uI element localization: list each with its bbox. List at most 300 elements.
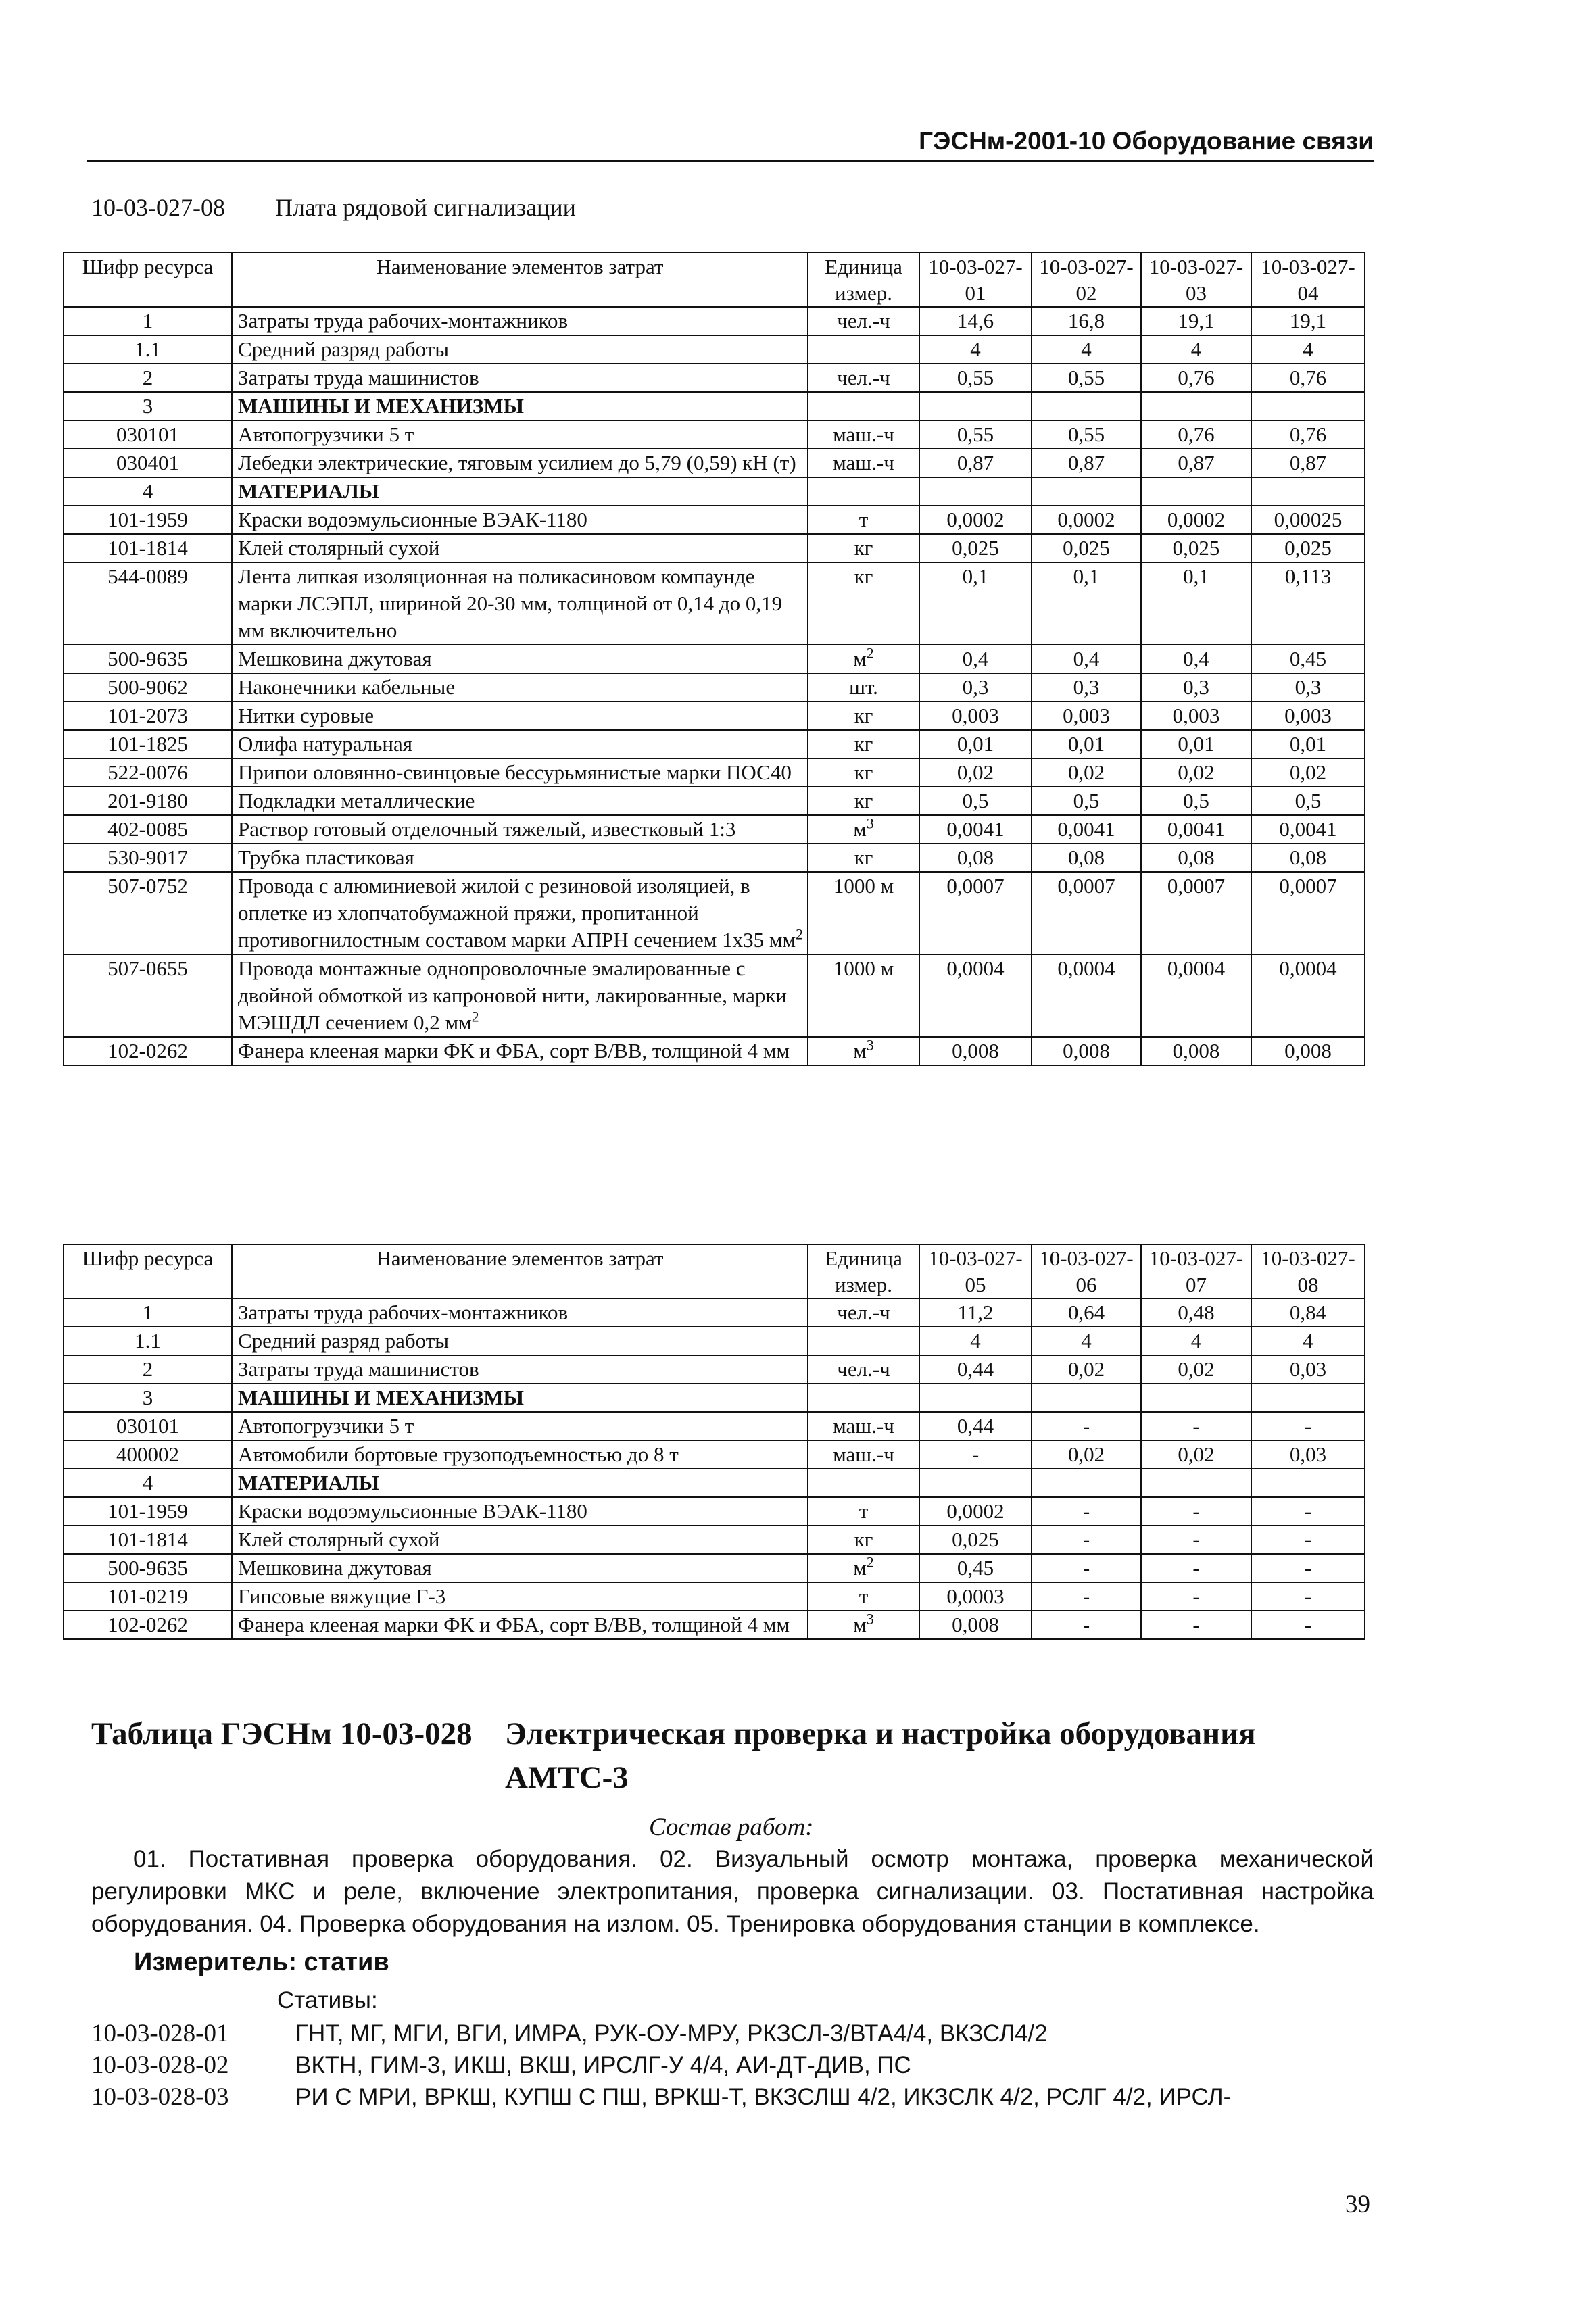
resource-name-text: Мешковина джутовая [238, 647, 432, 671]
resource-name-text: Краски водоэмульсионные ВЭАК-1180 [238, 1499, 587, 1523]
resource-name [232, 702, 808, 730]
value-cell: 0,113 [1251, 562, 1365, 645]
value-cell: 0,025 [919, 1526, 1032, 1554]
value-cell: 0,87 [919, 449, 1032, 477]
resource-name [232, 335, 808, 364]
resource-unit [808, 1327, 919, 1355]
resource-name-text: Фанера клееная марки ФК и ФБА, сорт В/ВВ, толщиной 4 мм [238, 1613, 790, 1636]
resource-name-text: Затраты труда машинистов [238, 366, 479, 389]
value-cell: 0,5 [1251, 787, 1365, 815]
resource-name [232, 673, 808, 702]
value-cell: 0,02 [1032, 1355, 1141, 1384]
unit-text: м [853, 817, 867, 841]
resource-unit [808, 1611, 919, 1639]
resource-name-text: Трубка пластиковая [238, 846, 414, 869]
unit-text: кг [854, 704, 873, 727]
value-cell: 0,45 [1251, 645, 1365, 673]
resource-code: 3 [64, 392, 232, 420]
resource-name [232, 1412, 808, 1440]
resource-unit [808, 1440, 919, 1469]
resource-name-text: Лебедки электрические, тяговым усилием до 5,79 (0,59) кН (т) [238, 451, 796, 474]
resource-unit [808, 449, 919, 477]
value-cell: 0,02 [1141, 758, 1251, 787]
value-cell: 0,87 [1032, 449, 1141, 477]
value-cell: - [1251, 1611, 1365, 1639]
header-col-3: 10-03-027-07 [1141, 1244, 1251, 1298]
resource-name-text: Олифа натуральная [238, 732, 412, 756]
unit-text: кг [854, 846, 873, 869]
table-row [64, 1554, 1365, 1582]
value-cell: 0,3 [1251, 673, 1365, 702]
resource-name-text: Припои оловянно-свинцовые бессурьмянистые марки ПОС40 [238, 760, 792, 784]
value-cell: 0,76 [1141, 420, 1251, 449]
table-row [64, 1327, 1365, 1355]
resource-name-text: Автопогрузчики 5 т [238, 422, 414, 446]
table-row [64, 1355, 1365, 1384]
resource-code: 201-9180 [64, 787, 232, 815]
resource-name [232, 364, 808, 392]
value-cell: 0,008 [1032, 1037, 1141, 1065]
unit-text: т [859, 508, 869, 531]
value-cell: 0,0041 [1032, 815, 1141, 844]
resource-name [232, 1469, 808, 1497]
resource-name [232, 844, 808, 872]
name-superscript: 2 [796, 926, 803, 943]
resource-code: 030401 [64, 449, 232, 477]
resource-code: 522-0076 [64, 758, 232, 787]
resource-unit [808, 872, 919, 954]
value-cell: 0,5 [1141, 787, 1251, 815]
resource-unit [808, 815, 919, 844]
header-rule [87, 160, 1374, 162]
resource-name-text: Гипсовые вяжущие Г-3 [238, 1584, 446, 1608]
value-cell: 0,003 [919, 702, 1032, 730]
resource-code: 101-1814 [64, 534, 232, 562]
resource-code: 1.1 [64, 335, 232, 364]
resource-name [232, 1384, 808, 1412]
resource-name-text: МАШИНЫ И МЕХАНИЗМЫ [238, 394, 524, 418]
resource-code: 507-0752 [64, 872, 232, 954]
value-cell: 0,08 [1141, 844, 1251, 872]
resource-unit [808, 1384, 919, 1412]
resource-name-text: Краски водоэмульсионные ВЭАК-1180 [238, 508, 587, 531]
resource-name [232, 1497, 808, 1526]
value-cell: 0,0041 [1251, 815, 1365, 844]
subsection-code: 10-03-027-08 [91, 194, 225, 221]
resource-unit [808, 420, 919, 449]
unit-text: кг [854, 732, 873, 756]
resource-name-text: МАТЕРИАЛЫ [238, 1471, 380, 1494]
table-row [64, 730, 1365, 758]
resource-unit [808, 534, 919, 562]
unit-text: м [853, 1556, 867, 1580]
resource-name [232, 730, 808, 758]
name-superscript: 2 [471, 1008, 479, 1025]
resource-unit [808, 758, 919, 787]
table-row [64, 562, 1365, 645]
unit-superscript: 2 [866, 1554, 874, 1571]
table-row [64, 506, 1365, 534]
resource-name-text: МАШИНЫ И МЕХАНИЗМЫ [238, 1386, 524, 1409]
unit-text: чел.-ч [837, 1357, 890, 1381]
value-cell: 0,0041 [1141, 815, 1251, 844]
value-cell: 0,55 [1032, 364, 1141, 392]
resource-name [232, 420, 808, 449]
value-cell: 0,08 [919, 844, 1032, 872]
value-cell: 0,01 [919, 730, 1032, 758]
value-cell: 0,02 [1141, 1440, 1251, 1469]
header-col-2: 10-03-027-02 [1032, 253, 1141, 307]
value-cell: 0,55 [1032, 420, 1141, 449]
table-row [64, 449, 1365, 477]
value-cell: 0,08 [1032, 844, 1141, 872]
header-col-4: 10-03-027-04 [1251, 253, 1365, 307]
value-cell [1032, 1384, 1141, 1412]
value-cell: 0,02 [1251, 758, 1365, 787]
resource-code: 1 [64, 1298, 232, 1327]
table-row [64, 420, 1365, 449]
value-cell: 0,03 [1251, 1355, 1365, 1384]
unit-text: м [853, 1039, 867, 1063]
unit-superscript: 3 [866, 815, 874, 832]
value-cell: 0,5 [919, 787, 1032, 815]
unit-text: маш.-ч [833, 1414, 894, 1438]
unit-text: кг [854, 1528, 873, 1551]
value-cell [1251, 1384, 1365, 1412]
resource-unit [808, 645, 919, 673]
resource-unit [808, 477, 919, 506]
table-row [64, 1384, 1365, 1412]
table-row [64, 645, 1365, 673]
value-cell: 0,48 [1141, 1298, 1251, 1327]
value-cell: 0,76 [1141, 364, 1251, 392]
resource-name [232, 1611, 808, 1639]
resource-unit [808, 335, 919, 364]
resource-name [232, 758, 808, 787]
header-code: Шифр ресурса [64, 1244, 232, 1298]
value-cell [1141, 477, 1251, 506]
page-number: 39 [1345, 2191, 1370, 2218]
value-cell: 0,0002 [1141, 506, 1251, 534]
value-cell: 0,025 [1251, 534, 1365, 562]
unit-text: т [859, 1584, 869, 1608]
unit-text: кг [854, 760, 873, 784]
table-row [64, 392, 1365, 420]
resource-code: 402-0085 [64, 815, 232, 844]
unit-text: м [853, 1613, 867, 1636]
table-row [64, 307, 1365, 335]
value-cell: 0,02 [1032, 1440, 1141, 1469]
resource-name [232, 954, 808, 1037]
table-row [64, 1582, 1365, 1611]
value-cell: 0,0004 [919, 954, 1032, 1037]
table-row [64, 1298, 1365, 1327]
resource-name-text: Средний разряд работы [238, 1329, 450, 1353]
table-row [64, 1611, 1365, 1639]
header-name: Наименование элементов затрат [232, 253, 808, 307]
table-row [64, 1037, 1365, 1065]
table-row [64, 954, 1365, 1037]
resource-unit [808, 787, 919, 815]
resource-code: 2 [64, 364, 232, 392]
value-cell [1032, 477, 1141, 506]
resource-unit [808, 1526, 919, 1554]
value-cell: - [1251, 1497, 1365, 1526]
value-cell: 0,64 [1032, 1298, 1141, 1327]
value-cell: 0,008 [1141, 1037, 1251, 1065]
value-cell [1251, 477, 1365, 506]
resource-name [232, 645, 808, 673]
stand-row [91, 2019, 1048, 2048]
value-cell: - [1141, 1582, 1251, 1611]
resource-code: 101-1814 [64, 1526, 232, 1554]
resource-code: 500-9635 [64, 1554, 232, 1582]
resource-code: 030101 [64, 420, 232, 449]
value-cell: 4 [1141, 335, 1251, 364]
resource-code: 1.1 [64, 1327, 232, 1355]
resource-name-text: Затраты труда машинистов [238, 1357, 479, 1381]
value-cell: 0,003 [1032, 702, 1141, 730]
value-cell: 4 [919, 1327, 1032, 1355]
value-cell: - [1251, 1554, 1365, 1582]
value-cell: 0,3 [1141, 673, 1251, 702]
resource-code: 4 [64, 477, 232, 506]
table-row [64, 1497, 1365, 1526]
value-cell: - [1141, 1412, 1251, 1440]
stand-code: 10-03-028-01 [91, 2020, 229, 2047]
table-row [64, 673, 1365, 702]
value-cell: 0,0003 [919, 1582, 1032, 1611]
resource-name-text: МАТЕРИАЛЫ [238, 479, 380, 503]
unit-text: 1000 м [833, 956, 894, 980]
section-title-line2: АМТС-3 [505, 1760, 629, 1795]
resource-name-text: Провода монтажные однопроволочные эмалированные с двойной обмоткой из капроновой нити, лакированные, марки МЭШДЛ сечением 0,2 мм [238, 956, 788, 1034]
value-cell: 4 [1032, 335, 1141, 364]
table-row [64, 815, 1365, 844]
table-row [64, 1412, 1365, 1440]
unit-text: маш.-ч [833, 1442, 894, 1466]
value-cell: 0,84 [1251, 1298, 1365, 1327]
value-cell: 0,025 [919, 534, 1032, 562]
unit-text: чел.-ч [837, 366, 890, 389]
value-cell: 0,5 [1032, 787, 1141, 815]
value-cell [1141, 1384, 1251, 1412]
resource-name-text: Автопогрузчики 5 т [238, 1414, 414, 1438]
value-cell: 0,76 [1251, 420, 1365, 449]
value-cell: 0,003 [1251, 702, 1365, 730]
stand-code: 10-03-028-02 [91, 2051, 229, 2079]
value-cell: 0,4 [1141, 645, 1251, 673]
value-cell: - [1032, 1611, 1141, 1639]
value-cell: 0,025 [1032, 534, 1141, 562]
value-cell: 0,87 [1251, 449, 1365, 477]
section-title [91, 1713, 1256, 1754]
running-header: ГЭСНм-2001-10 Оборудование связи [919, 127, 1374, 155]
resource-code: 101-1825 [64, 730, 232, 758]
table-row [64, 758, 1365, 787]
resource-unit [808, 1037, 919, 1065]
value-cell: - [1251, 1412, 1365, 1440]
value-cell: 0,0004 [1032, 954, 1141, 1037]
unit-text: кг [854, 564, 873, 588]
value-cell: 0,0002 [919, 506, 1032, 534]
composition-text: 01. Постативная проверка оборудования. 02. Визуальный осмотр монтажа, проверка механической регулировки МКС и реле, включение электропитания, проверка сигнализации. 03. Постативная настройка оборудования. 04. Проверка оборудования на излом. 05. Тренировка оборудования станции в комплексе. [91, 1846, 1374, 1937]
resource-code: 400002 [64, 1440, 232, 1469]
value-cell: - [1141, 1554, 1251, 1582]
header-name: Наименование элементов затрат [232, 1244, 808, 1298]
resource-unit [808, 1298, 919, 1327]
header-col-1: 10-03-027-05 [919, 1244, 1032, 1298]
table-row [64, 534, 1365, 562]
resource-unit [808, 673, 919, 702]
resource-name [232, 534, 808, 562]
resource-name-text: Затраты труда рабочих-монтажников [238, 309, 569, 333]
resource-code: 530-9017 [64, 844, 232, 872]
value-cell [1032, 1469, 1141, 1497]
value-cell [1251, 392, 1365, 420]
value-cell: 4 [1141, 1327, 1251, 1355]
resource-name [232, 477, 808, 506]
resource-name [232, 1037, 808, 1065]
header-unit: Единица измер. [808, 1244, 919, 1298]
unit-superscript: 3 [866, 1611, 874, 1628]
section-title-line1: Электрическая проверка и настройка оборудования [505, 1716, 1256, 1751]
resource-name [232, 787, 808, 815]
resource-code: 101-1959 [64, 1497, 232, 1526]
unit-text: чел.-ч [837, 309, 890, 333]
resource-name [232, 1355, 808, 1384]
resource-name [232, 1327, 808, 1355]
resource-name-text: Затраты труда рабочих-монтажников [238, 1300, 569, 1324]
header-code: Шифр ресурса [64, 253, 232, 307]
stand-code: 10-03-028-03 [91, 2083, 229, 2111]
resource-unit [808, 844, 919, 872]
resource-name [232, 307, 808, 335]
value-cell: 0,01 [1251, 730, 1365, 758]
value-cell: 0,0004 [1251, 954, 1365, 1037]
unit-text: маш.-ч [833, 422, 894, 446]
value-cell [919, 392, 1032, 420]
resource-name [232, 1526, 808, 1554]
table-header-row [64, 1244, 1365, 1298]
value-cell: 0,55 [919, 420, 1032, 449]
header-col-3: 10-03-027-03 [1141, 253, 1251, 307]
resource-name [232, 815, 808, 844]
resource-code: 2 [64, 1355, 232, 1384]
table-row [64, 872, 1365, 954]
resource-code: 3 [64, 1384, 232, 1412]
value-cell: 0,008 [1251, 1037, 1365, 1065]
value-cell: 0,0004 [1141, 954, 1251, 1037]
value-cell: 0,76 [1251, 364, 1365, 392]
resource-unit [808, 954, 919, 1037]
unit-text: маш.-ч [833, 451, 894, 474]
value-cell: 0,0007 [1251, 872, 1365, 954]
table-row [64, 477, 1365, 506]
value-cell: 0,008 [919, 1037, 1032, 1065]
value-cell: 14,6 [919, 307, 1032, 335]
resource-name-text: Лента липкая изоляционная на поликасиновом компаунде марки ЛСЭПЛ, шириной 20-30 мм, толщиной от 0,14 до 0,19 мм включительно [238, 564, 783, 642]
table-row [64, 702, 1365, 730]
resource-code: 507-0655 [64, 954, 232, 1037]
resource-unit [808, 1412, 919, 1440]
resource-name-text: Клей столярный сухой [238, 1528, 440, 1551]
value-cell: 0,02 [919, 758, 1032, 787]
table-row [64, 1440, 1365, 1469]
resource-table-1 [63, 252, 1365, 1066]
resource-unit [808, 506, 919, 534]
value-cell: 0,008 [919, 1611, 1032, 1639]
value-cell: - [1032, 1412, 1141, 1440]
resource-code: 1 [64, 307, 232, 335]
value-cell [919, 1384, 1032, 1412]
table-row [64, 1469, 1365, 1497]
resource-code: 102-0262 [64, 1611, 232, 1639]
table-row [64, 1526, 1365, 1554]
resource-code: 4 [64, 1469, 232, 1497]
resource-name-text: Подкладки металлические [238, 789, 475, 812]
value-cell: - [1141, 1526, 1251, 1554]
resource-name-text: Мешковина джутовая [238, 1556, 432, 1580]
value-cell: - [919, 1440, 1032, 1469]
value-cell: 0,1 [1032, 562, 1141, 645]
resource-code: 500-9635 [64, 645, 232, 673]
value-cell: 0,02 [1141, 1355, 1251, 1384]
value-cell: 0,45 [919, 1554, 1032, 1582]
subsection-title: Плата рядовой сигнализации [275, 194, 576, 221]
resource-code: 102-0262 [64, 1037, 232, 1065]
value-cell: 11,2 [919, 1298, 1032, 1327]
value-cell: 4 [1251, 1327, 1365, 1355]
value-cell: 0,4 [1032, 645, 1141, 673]
measure-unit: Измеритель: статив [134, 1948, 389, 1976]
value-cell: 0,3 [1032, 673, 1141, 702]
resource-unit [808, 1469, 919, 1497]
resource-name [232, 1582, 808, 1611]
resource-code: 101-1959 [64, 506, 232, 534]
unit-text: кг [854, 789, 873, 812]
unit-superscript: 3 [866, 1037, 874, 1054]
resource-code: 030101 [64, 1412, 232, 1440]
resource-code: 500-9062 [64, 673, 232, 702]
resource-unit [808, 702, 919, 730]
value-cell: 0,003 [1141, 702, 1251, 730]
value-cell: 0,44 [919, 1355, 1032, 1384]
stands-label: Стативы: [277, 1987, 378, 2014]
resource-name-text: Наконечники кабельные [238, 675, 456, 699]
value-cell: - [1251, 1582, 1365, 1611]
value-cell: 0,0007 [919, 872, 1032, 954]
value-cell: 0,025 [1141, 534, 1251, 562]
resource-unit [808, 1554, 919, 1582]
stand-list: ГНТ, МГ, МГИ, ВГИ, ИМРА, РУК-ОУ-МРУ, РКЗСЛ-3/ВТА4/4, ВКЗСЛ4/2 [295, 2020, 1048, 2047]
stand-row [91, 2051, 911, 2080]
value-cell [919, 477, 1032, 506]
resource-unit [808, 1497, 919, 1526]
value-cell: 0,01 [1141, 730, 1251, 758]
resource-code: 101-2073 [64, 702, 232, 730]
value-cell: - [1251, 1526, 1365, 1554]
value-cell: - [1032, 1554, 1141, 1582]
stand-list: РИ С МРИ, ВРКШ, КУПШ С ПШ, ВРКШ-Т, ВКЗСЛШ 4/2, ИКЗСЛК 4/2, РСЛГ 4/2, ИРСЛ- [295, 2084, 1232, 2110]
value-cell: 0,44 [919, 1412, 1032, 1440]
value-cell: 0,03 [1251, 1440, 1365, 1469]
resource-name [232, 1554, 808, 1582]
value-cell [1141, 392, 1251, 420]
resource-unit [808, 364, 919, 392]
unit-text: т [859, 1499, 869, 1523]
resource-name [232, 1298, 808, 1327]
